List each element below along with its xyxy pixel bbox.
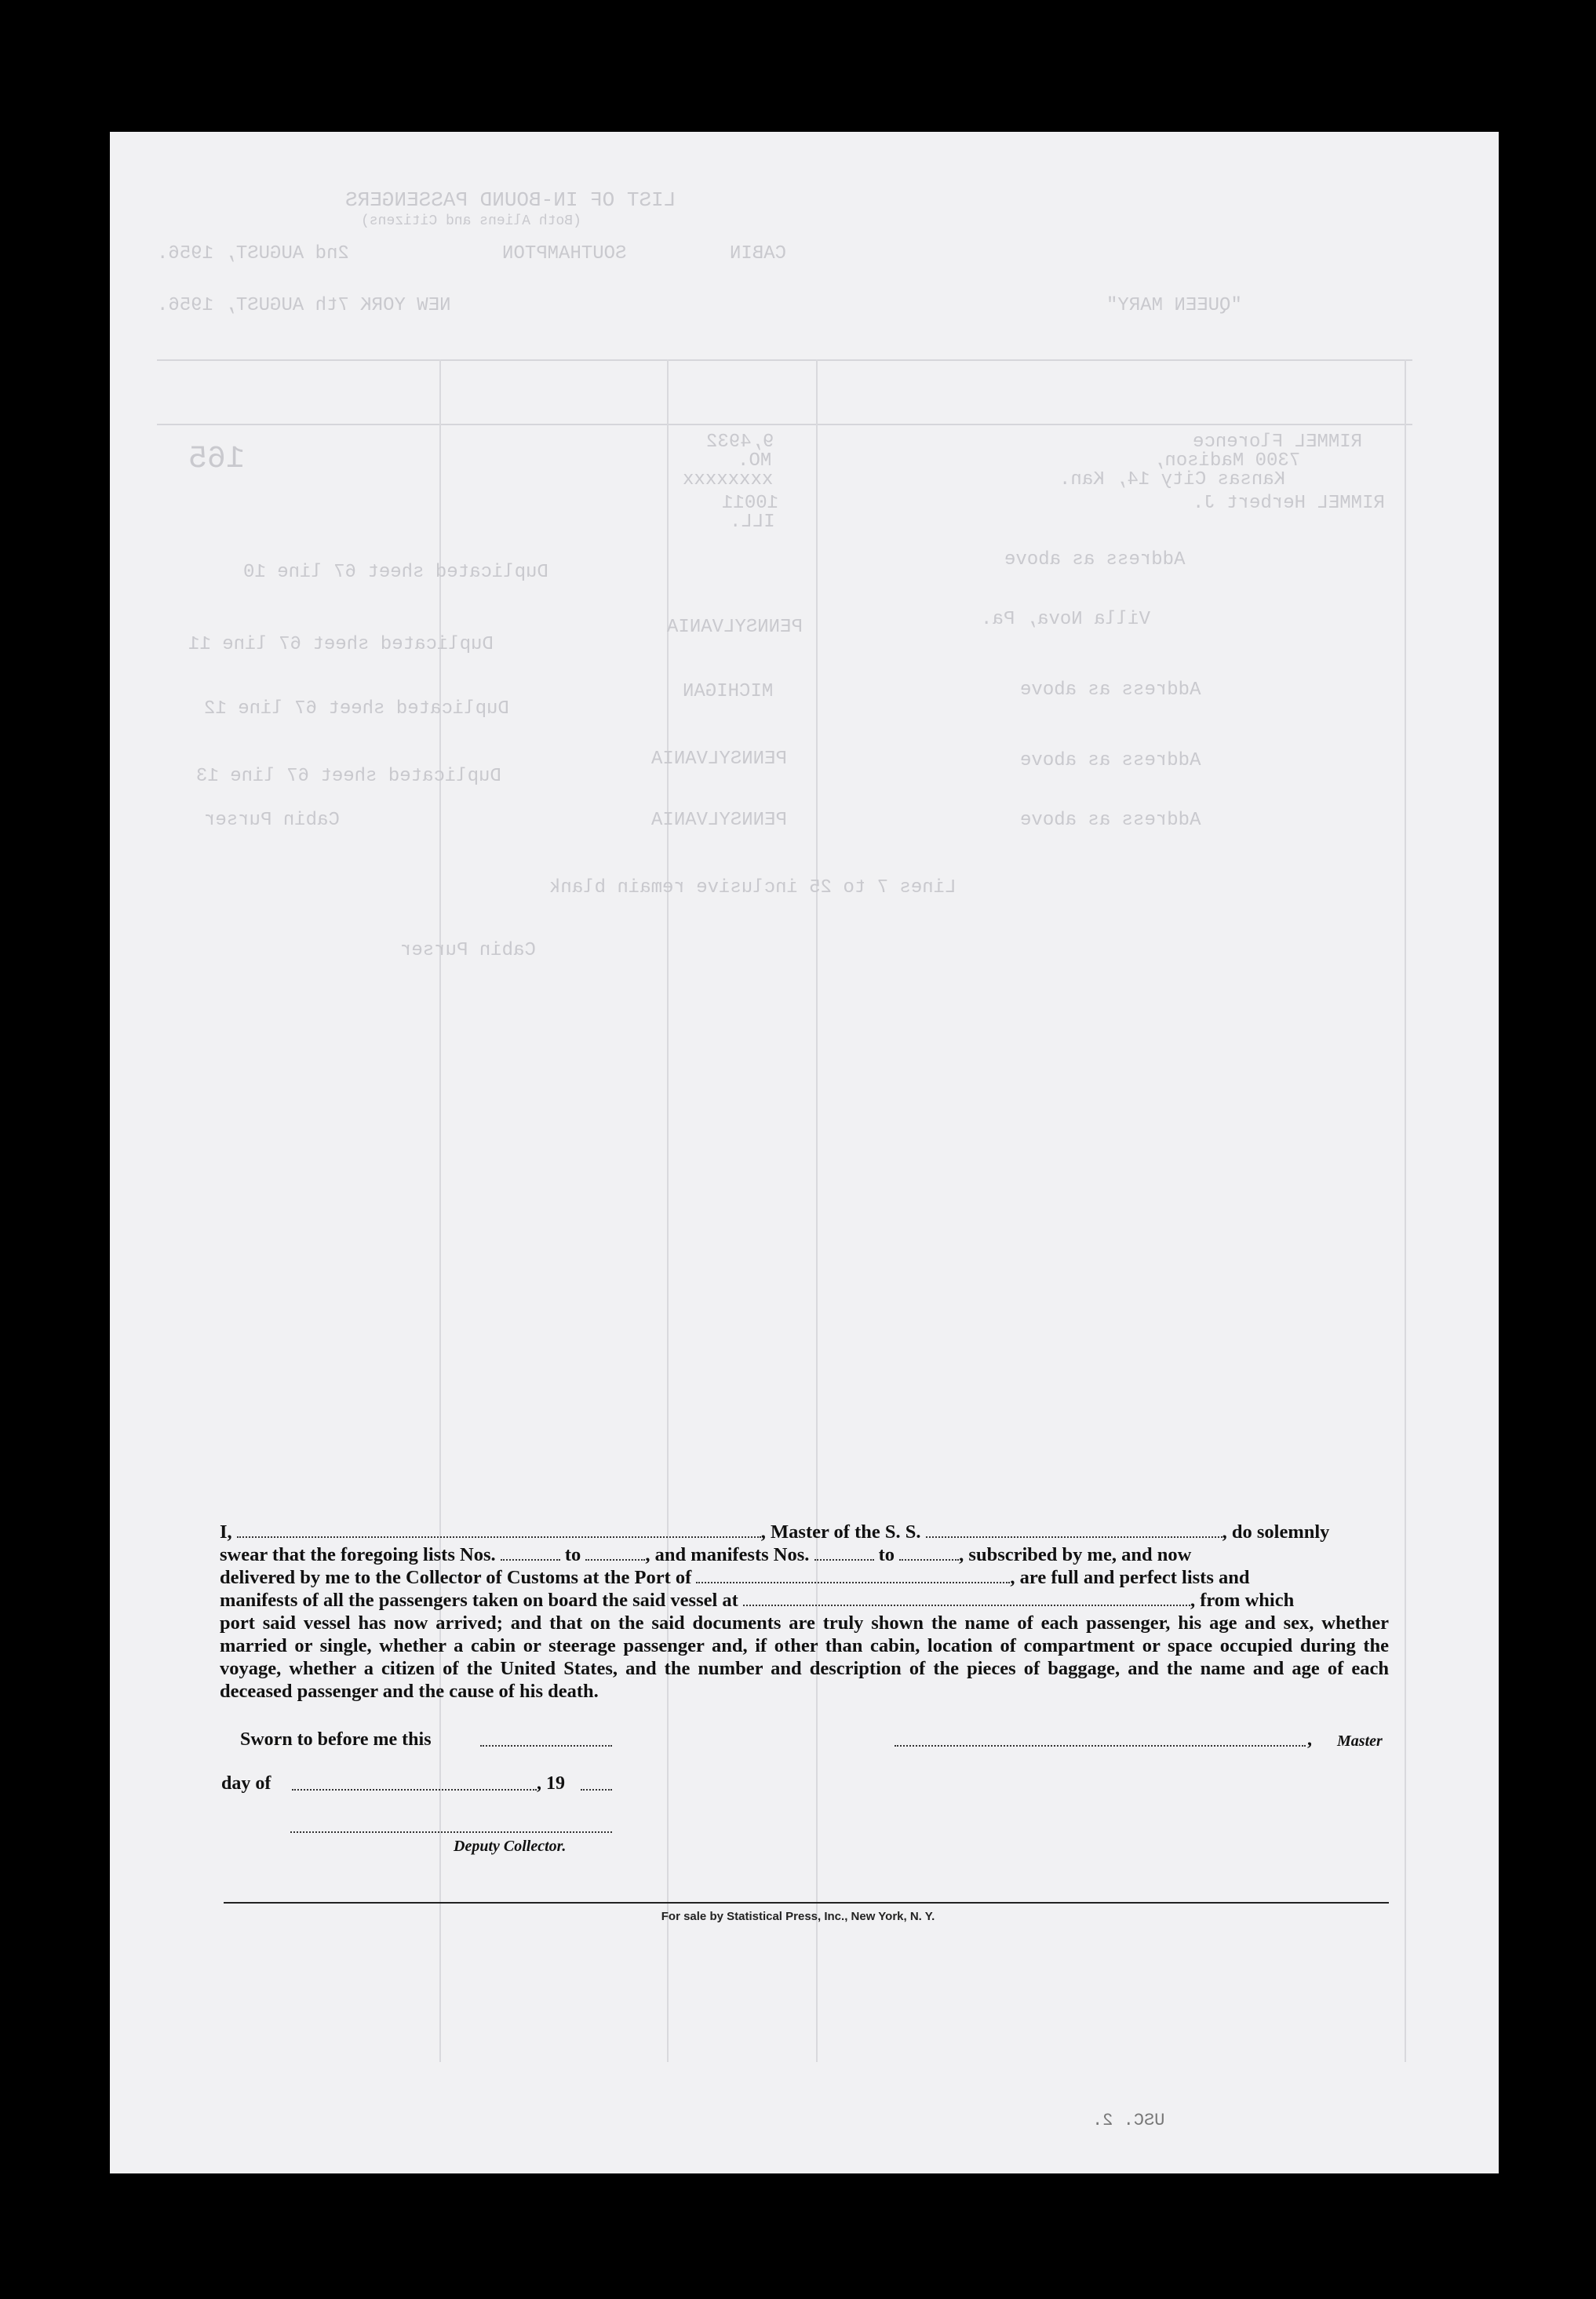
oath-text: , from which — [1190, 1590, 1295, 1611]
ghost-address: Villa Nova, Pa. — [981, 609, 1151, 630]
ghost-note: Duplicated sheet 67 line 12 — [204, 698, 509, 720]
oath-text: , are full and perfect lists and — [1010, 1567, 1250, 1588]
manifest-page — [110, 132, 1499, 2173]
ghost-arriving: NEW YORK 7th AUGUST, 1956. — [157, 295, 451, 316]
ghost-address: Address as above — [1020, 679, 1201, 701]
form-number: USC. 2. — [1092, 2111, 1165, 2130]
ghost-state: PENNSYLVANIA — [651, 749, 787, 770]
master-comma: , — [1307, 1729, 1312, 1750]
oath-text: delivered by me to the Collector of Customs at the Port of — [220, 1567, 692, 1588]
ghost-column-rule — [1405, 359, 1406, 2062]
ghost-address: Address as above — [1004, 549, 1186, 570]
ghost-address: 7300 Madison, — [1153, 450, 1301, 472]
ghost-name: RIMMEL Florence — [1193, 432, 1363, 453]
ghost-column-rule — [439, 359, 441, 2062]
ghost-state: PENNSYLVANIA — [651, 810, 787, 831]
oath-text: manifests of all the passengers taken on board the said vessel at — [220, 1590, 738, 1611]
year-prefix: , 19 — [537, 1773, 565, 1794]
ghost-flag: xxxxxxxx — [683, 469, 774, 490]
ghost-note: Duplicated sheet 67 line 13 — [196, 766, 501, 787]
ghost-sailing-date: 2nd AUGUST, 1956. — [157, 243, 349, 264]
oath-text: swear that the foregoing lists Nos. — [220, 1544, 496, 1565]
ghost-address: Address as above — [1020, 810, 1201, 831]
deputy-signature-blank — [290, 1831, 612, 1833]
ghost-purser: Cabin Purser — [400, 940, 536, 961]
oath-text: , subscribed by me, and now — [959, 1544, 1192, 1565]
oath-text: , and manifests Nos. — [645, 1544, 810, 1565]
oath-line-2 — [220, 1543, 1389, 1566]
deputy-collector-label: Deputy Collector. — [454, 1838, 567, 1855]
ghost-city: Kansas City 14, Kan. — [1059, 469, 1286, 490]
oath-text: I, — [220, 1521, 232, 1543]
ghost-vessel: "QUEEN MARY" — [1106, 295, 1242, 316]
ghost-sheet-number: 165 — [188, 442, 246, 477]
master-label: Master — [1337, 1732, 1383, 1750]
ghost-column-rule — [667, 359, 669, 2062]
day-of-blank — [292, 1789, 537, 1791]
sworn-label: Sworn to before me this — [240, 1729, 432, 1750]
oath-line-4 — [220, 1589, 1389, 1612]
oath-text: , do solemnly — [1222, 1521, 1330, 1543]
vessel-name-blank — [926, 1524, 1223, 1538]
ghost-number: 9,4932 — [706, 432, 774, 453]
ghost-header-rule — [157, 424, 1412, 425]
oath-body: port said vessel has now arrived; and that on the said documents are truly shown the name of each passenger, his age and sex, whether married or single, whether a cabin or steerage passenger and, if other than cabin, location of compartment or space occupied during the voyage, whether a citizen of the United States, and the number and description of the pieces of baggage, and the name and age of each deceased passenger and the cause of his death. — [220, 1612, 1389, 1702]
ghost-address: Address as above — [1020, 750, 1201, 771]
sworn-date-blank — [480, 1745, 612, 1747]
oath-text: to — [878, 1544, 895, 1565]
ghost-number: 10011 — [722, 493, 779, 514]
list-to-blank — [585, 1547, 645, 1561]
departure-port-blank — [743, 1592, 1190, 1606]
footer-rule — [224, 1902, 1389, 1904]
list-from-blank — [501, 1547, 560, 1561]
ghost-note: Duplicated sheet 67 line 10 — [243, 562, 548, 583]
ghost-name: RIMMEL Herbert J. — [1193, 493, 1385, 514]
manifest-to-blank — [899, 1547, 959, 1561]
ghost-state: MO. — [738, 450, 772, 472]
ghost-state: PENNSYLVANIA — [667, 617, 803, 638]
year-blank — [581, 1789, 612, 1791]
ghost-class: CABIN — [730, 243, 787, 264]
ghost-list-title: LIST OF IN-BOUND PASSENGERS — [345, 188, 676, 212]
ghost-state: MICHIGAN — [683, 681, 774, 702]
ghost-note: Cabin Purser — [204, 810, 340, 831]
oath-line-1 — [220, 1521, 1389, 1543]
ghost-blank-note: Lines 7 to 25 inclusive remain blank — [549, 877, 957, 898]
ghost-state: ILL. — [730, 512, 775, 533]
master-signature-blank — [895, 1745, 1306, 1747]
master-name-blank — [237, 1524, 761, 1538]
day-of-label: day of — [221, 1773, 271, 1794]
printer-credit: For sale by Statistical Press, Inc., New York, N. Y. — [661, 1910, 935, 1923]
ghost-note: Duplicated sheet 67 line 11 — [188, 634, 494, 655]
manifest-from-blank — [814, 1547, 874, 1561]
oath-text: , Master of the S. S. — [760, 1521, 921, 1543]
port-blank — [696, 1569, 1010, 1583]
oath-line-3 — [220, 1566, 1389, 1589]
master-oath — [220, 1521, 1389, 1703]
ghost-header-rule — [157, 359, 1412, 361]
oath-text: to — [564, 1544, 581, 1565]
ghost-list-subtitle: (Both Aliens and Citizens) — [361, 213, 581, 229]
ghost-from: SOUTHAMPTON — [502, 243, 627, 264]
ghost-column-rule — [816, 359, 818, 2062]
